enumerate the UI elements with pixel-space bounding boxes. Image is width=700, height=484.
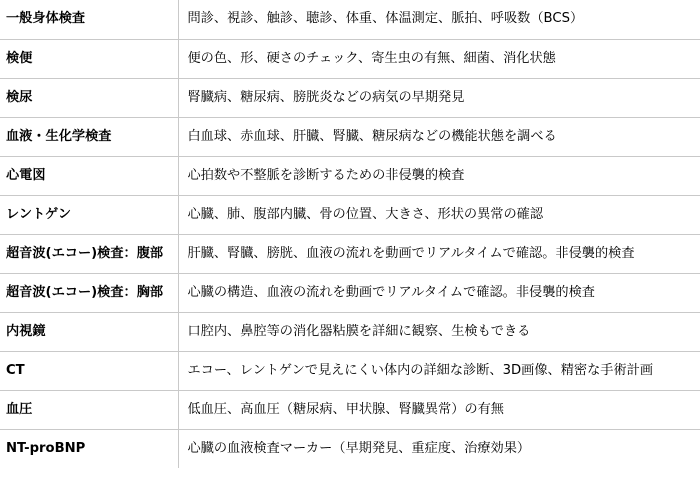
exam-description-cell: 問診、視診、触診、聴診、体重、体温測定、脈拍、呼吸数（BCS） <box>178 0 700 39</box>
exam-name-cell: CT <box>0 351 178 390</box>
exam-description-cell: 低血圧、高血圧（糖尿病、甲状腺、腎臓異常）の有無 <box>178 390 700 429</box>
exam-description-cell: 腎臓病、糖尿病、膀胱炎などの病気の早期発見 <box>178 78 700 117</box>
table-row <box>0 0 700 39</box>
exam-name-cell: 検便 <box>0 39 178 78</box>
table-row <box>0 156 700 195</box>
exam-description-cell: 口腔内、鼻腔等の消化器粘膜を詳細に観察、生検もできる <box>178 312 700 351</box>
table-row <box>0 273 700 312</box>
exam-description-cell: 心臓の血液検査マーカー（早期発見、重症度、治療効果） <box>178 429 700 468</box>
exam-name-cell: 内視鏡 <box>0 312 178 351</box>
table-row <box>0 78 700 117</box>
exam-name-cell: 超音波(エコー)検査：胸部 <box>0 273 178 312</box>
table-row <box>0 429 700 468</box>
table-row <box>0 39 700 78</box>
table-row <box>0 195 700 234</box>
table-row <box>0 390 700 429</box>
exam-description-cell: 便の色、形、硬さのチェック、寄生虫の有無、細菌、消化状態 <box>178 39 700 78</box>
exam-description-cell: エコー、レントゲンで見えにくい体内の詳細な診断、3D画像、精密な手術計画 <box>178 351 700 390</box>
exam-name-cell: レントゲン <box>0 195 178 234</box>
exam-name-cell: 検尿 <box>0 78 178 117</box>
exam-description-cell: 心臓、肺、腹部内臓、骨の位置、大きさ、形状の異常の確認 <box>178 195 700 234</box>
exam-name-cell: 心電図 <box>0 156 178 195</box>
exam-name-cell: 一般身体検査 <box>0 0 178 39</box>
table-row <box>0 312 700 351</box>
exam-name-cell: 超音波(エコー)検査：腹部 <box>0 234 178 273</box>
exam-description-cell: 白血球、赤血球、肝臓、腎臓、糖尿病などの機能状態を調べる <box>178 117 700 156</box>
exam-name-cell: 血圧 <box>0 390 178 429</box>
exam-name-cell: NT-proBNP <box>0 429 178 468</box>
exam-name-cell: 血液・生化学検査 <box>0 117 178 156</box>
exam-description-cell: 肝臓、腎臓、膀胱、血液の流れを動画でリアルタイムで確認。非侵襲的検査 <box>178 234 700 273</box>
table-row <box>0 117 700 156</box>
exam-description-cell: 心臓の構造、血液の流れを動画でリアルタイムで確認。非侵襲的検査 <box>178 273 700 312</box>
exam-description-cell: 心拍数や不整脈を診断するための非侵襲的検査 <box>178 156 700 195</box>
table-row <box>0 234 700 273</box>
table-row <box>0 351 700 390</box>
